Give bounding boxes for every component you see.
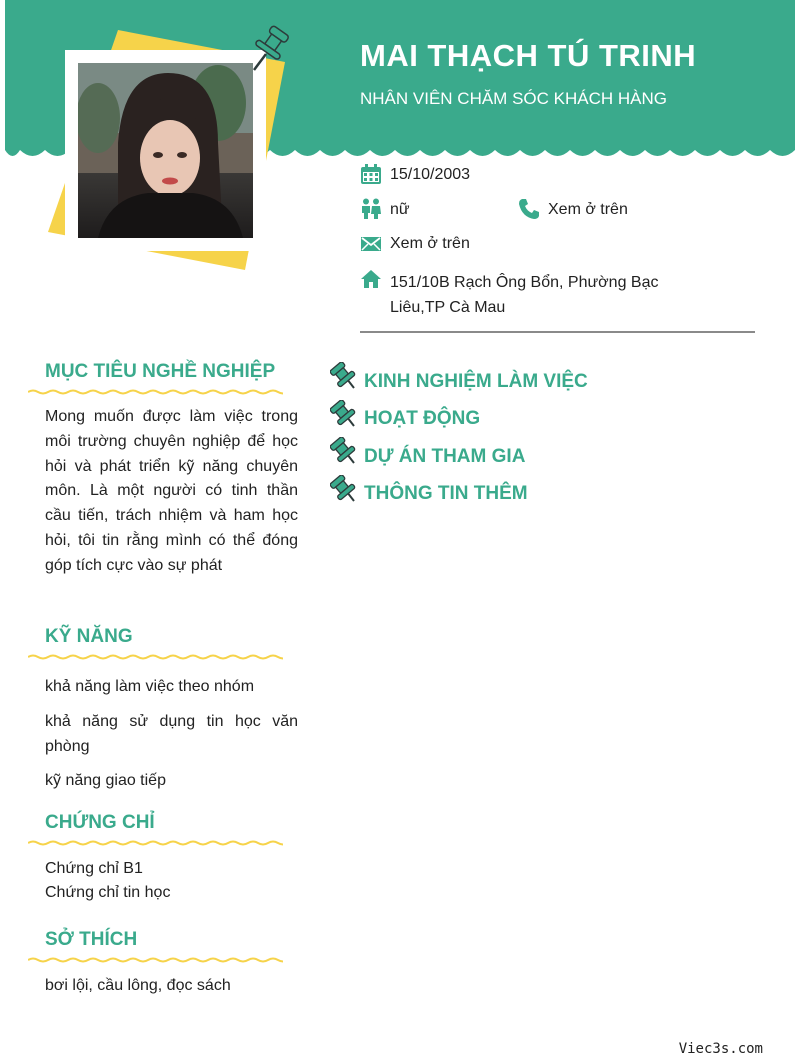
date-of-birth: 15/10/2003 [390,166,471,183]
calendar-icon [360,163,382,185]
skill-item: khả năng làm việc theo nhóm [45,678,255,695]
gender: nữ [390,201,410,218]
projects-title: DỰ ÁN THAM GIA [364,446,526,467]
certificates-title: CHỨNG CHỈ [45,812,155,833]
pushpin-icon [330,475,356,503]
footer-brand: Viec3s.com [678,1041,763,1057]
gender-icon [360,198,382,220]
hobbies-title: SỞ THÍCH [45,929,138,950]
profile-photo [78,63,253,238]
section-wave [28,652,283,662]
pushpin-icon [330,400,356,428]
phone: Xem ở trên [548,201,628,218]
mail-icon [360,233,382,255]
candidate-name: MAI THẠCH TÚ TRINH [360,38,697,73]
section-wave [28,955,283,965]
certificate-item: Chứng chỉ tin học [45,884,171,901]
candidate-role: NHÂN VIÊN CHĂM SÓC KHÁCH HÀNG [360,89,667,108]
email: Xem ở trên [390,235,470,252]
section-wave [28,387,283,397]
objective-title: MỤC TIÊU NGHỀ NGHIỆP [45,361,276,382]
skill-item: khả năng sử dụng tin học văn phòng [45,713,298,755]
additional-info-title: THÔNG TIN THÊM [364,483,528,504]
pushpin-icon [330,437,356,465]
section-wave [28,838,283,848]
phone-icon [518,198,540,220]
pushpin-icon [248,24,292,74]
skills-title: KỸ NĂNG [45,626,133,647]
contact-divider [360,331,755,333]
objective-text: Mong muốn được làm việc trong môi trường chuyên nghiệp để học hỏi và phát triển kỹ năng chuyên môn. Là một người có tinh thần cầu tiến, trách nhiệm và ham học hỏi, tôi tin rằng mình có thể đóng góp tích cực vào sự phát [45,408,298,574]
experience-title: KINH NGHIỆM LÀM VIỆC [364,371,588,392]
pushpin-icon [330,362,356,390]
address-line: 151/10B Rạch Ông Bổn, Phường Bạc [390,274,659,291]
home-icon [360,268,382,290]
address-line: Liêu,TP Cà Mau [390,299,506,316]
activities-title: HOẠT ĐỘNG [364,408,481,429]
address [390,270,658,320]
certificate-item: Chứng chỉ B1 [45,860,143,877]
hobbies-text: bơi lội, cầu lông, đọc sách [45,977,231,994]
skill-item: kỹ năng giao tiếp [45,772,166,789]
